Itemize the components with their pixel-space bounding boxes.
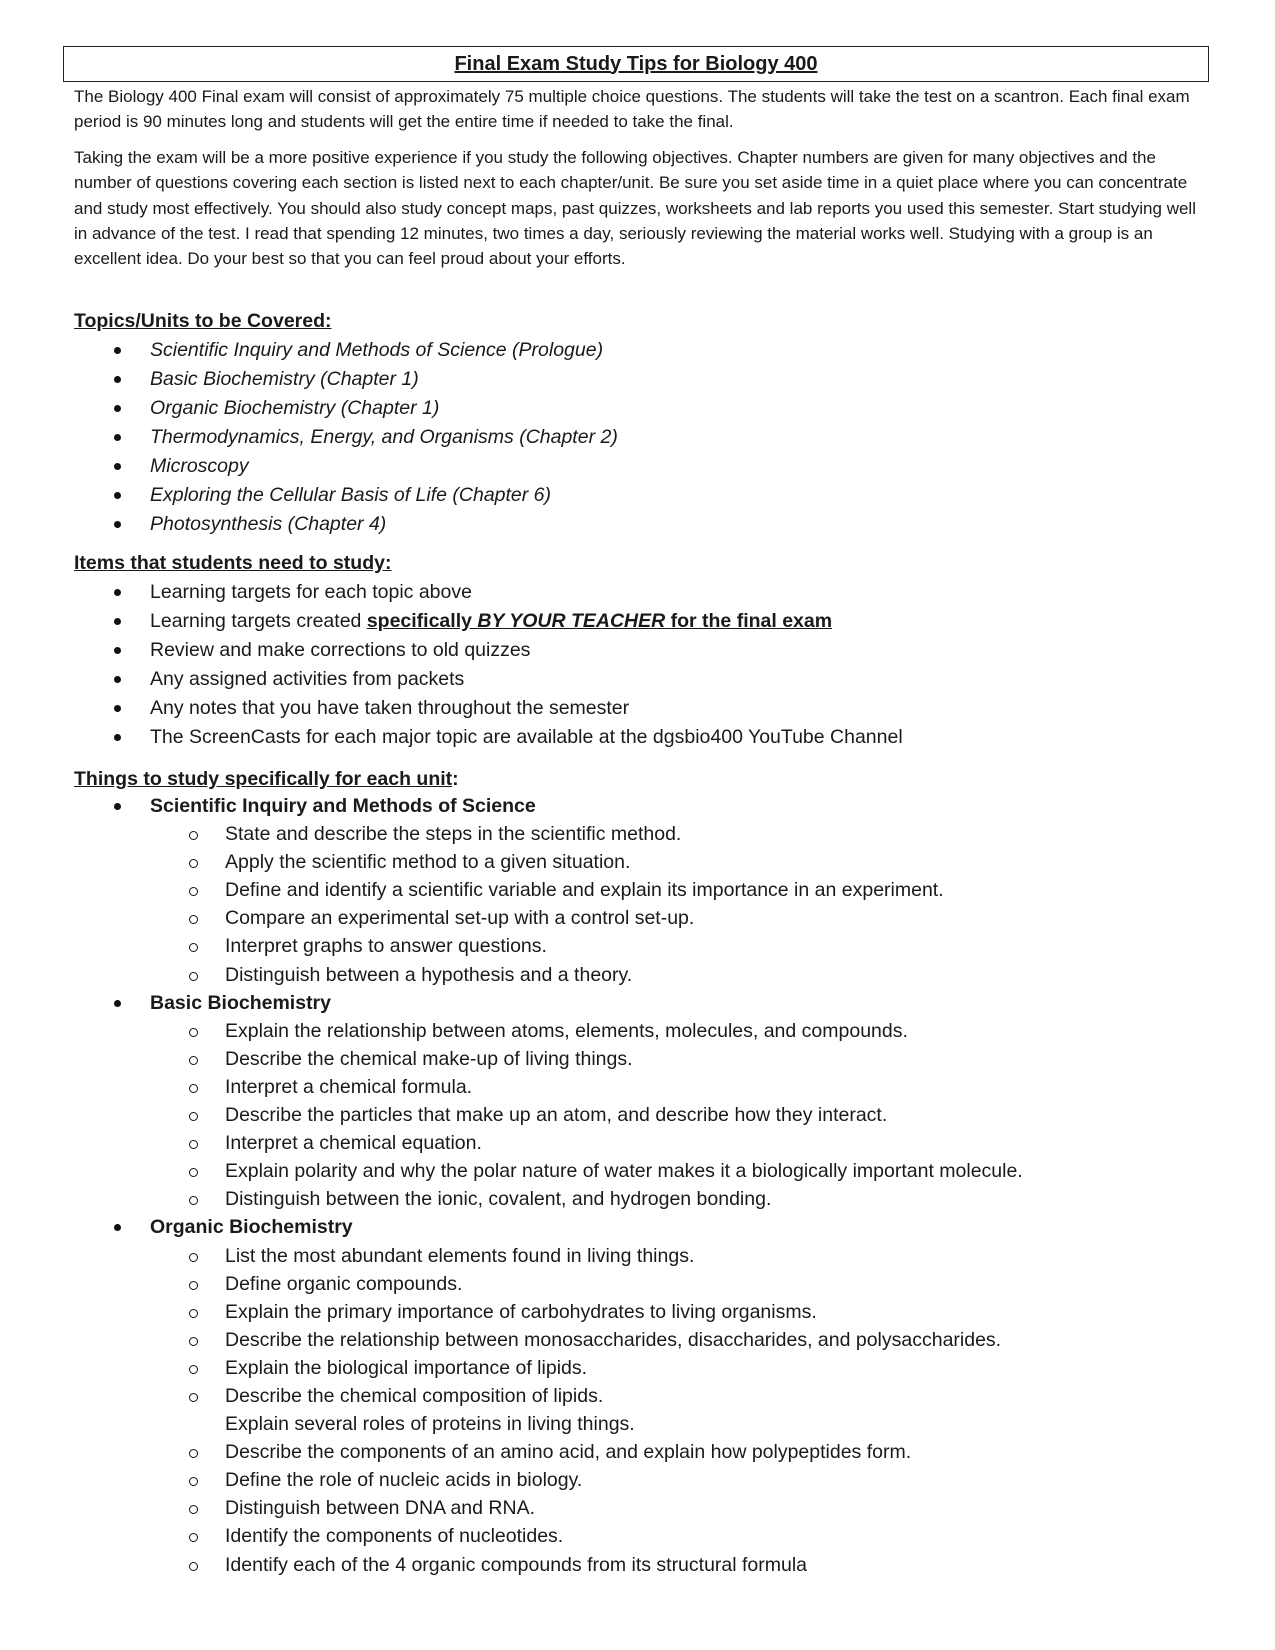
bullet-icon — [114, 492, 121, 499]
units-heading-colon: : — [452, 768, 459, 790]
objective-label: Interpret a chemical formula. — [225, 1075, 473, 1098]
emphasis-specifically: specifically — [366, 610, 478, 632]
objective-label: Describe the relationship between monosaccharides, disaccharides, and polysaccharides. — [225, 1328, 1002, 1351]
page-title: Final Exam Study Tips for Biology 400 — [454, 52, 818, 75]
circle-bullet-icon — [189, 1084, 198, 1093]
study-item-label: Any notes that you have taken throughout the semester — [150, 697, 630, 719]
topic-label: Exploring the Cellular Basis of Life (Chapter 6) — [150, 484, 552, 506]
bullet-icon — [114, 376, 121, 383]
objective-label: Explain several roles of proteins in living things. — [225, 1413, 635, 1436]
study-item-label: Review and make corrections to old quizzes — [150, 639, 531, 661]
objective-label: Distinguish between the ionic, covalent, and hydrogen bonding. — [225, 1188, 772, 1211]
circle-bullet-icon — [189, 1196, 198, 1205]
topic-label: Photosynthesis (Chapter 4) — [150, 513, 387, 535]
objective-label: Apply the scientific method to a given situation. — [225, 851, 631, 874]
circle-bullet-icon — [189, 1505, 198, 1514]
topic-label: Basic Biochemistry (Chapter 1) — [150, 368, 419, 390]
circle-bullet-icon — [189, 887, 198, 896]
bullet-icon — [114, 589, 121, 596]
unit-title: Scientific Inquiry and Methods of Science — [150, 795, 536, 817]
bullet-icon — [114, 734, 121, 741]
topic-label: Scientific Inquiry and Methods of Science (Prologue) — [150, 339, 604, 361]
units-heading-text: Things to study specifically for each unit — [74, 768, 453, 790]
study-item-label — [150, 607, 832, 636]
circle-bullet-icon — [189, 1140, 198, 1149]
circle-bullet-icon — [189, 1562, 198, 1571]
study-item-label: The ScreenCasts for each major topic are available at the dgsbio400 YouTube Channel — [150, 726, 903, 748]
intro-paragraph-2: Taking the exam will be a more positive experience if you study the following objectives. Chapter numbers are given for many objectives and the number of questions covering each section is listed next to each chapter/unit. Be sure you set aside time in a quiet place where you can concentrate and study most effectively. You should also study concept maps, past quizzes, worksheets and lab reports you used this semester. Start studying well in advance of the test. I read that spending 12 minutes, two times a day, seriously reviewing the material works well. Studying with a group is an excellent idea. Do your best so that you can feel proud about your efforts. — [74, 148, 1196, 269]
units-heading — [74, 765, 459, 793]
circle-bullet-icon — [189, 1337, 198, 1346]
objective-label: Explain the relationship between atoms, elements, molecules, and compounds. — [225, 1019, 908, 1042]
circle-bullet-icon — [189, 972, 198, 981]
emphasis-by-your-teacher: BY YOUR TEACHER — [477, 610, 666, 632]
topic-label: Thermodynamics, Energy, and Organisms (Chapter 2) — [150, 426, 618, 448]
circle-bullet-icon — [189, 859, 198, 868]
bullet-icon — [114, 647, 121, 654]
objective-label: Define and identify a scientific variable and explain its importance in an experiment. — [225, 879, 944, 902]
study-item-label: Any assigned activities from packets — [150, 668, 465, 690]
bullet-icon — [114, 347, 121, 354]
objective-label: Describe the particles that make up an atom, and describe how they interact. — [225, 1104, 888, 1127]
objective-label: Explain polarity and why the polar nature of water makes it a biologically important molecule. — [225, 1160, 1023, 1183]
objective-label: Explain the primary importance of carbohydrates to living organisms. — [225, 1300, 817, 1323]
topic-label: Organic Biochemistry (Chapter 1) — [150, 397, 440, 419]
bullet-icon — [114, 1224, 121, 1231]
circle-bullet-icon — [189, 1449, 198, 1458]
objective-label: Distinguish between a hypothesis and a theory. — [225, 963, 633, 986]
title-box — [63, 46, 1209, 82]
study-item-label: Learning targets for each topic above — [150, 581, 472, 603]
circle-bullet-icon — [189, 1168, 198, 1177]
bullet-icon — [114, 618, 121, 625]
circle-bullet-icon — [189, 1477, 198, 1486]
bullet-icon — [114, 521, 121, 528]
topics-heading: Topics/Units to be Covered: — [74, 310, 332, 332]
objective-label: Describe the chemical composition of lipids. — [225, 1384, 604, 1407]
circle-bullet-icon — [189, 1028, 198, 1037]
bullet-icon — [114, 463, 121, 470]
bullet-icon — [114, 705, 121, 712]
objective-label: Define the role of nucleic acids in biology. — [225, 1469, 583, 1492]
study-items-heading: Items that students need to study: — [74, 552, 392, 574]
objective-label: Compare an experimental set-up with a control set-up. — [225, 907, 695, 930]
objective-label: Identify each of the 4 organic compounds from its structural formula — [225, 1553, 808, 1576]
emphasis-final-exam: for the final exam — [665, 610, 833, 632]
circle-bullet-icon — [189, 943, 198, 952]
objective-label: Interpret graphs to answer questions. — [225, 935, 547, 958]
bullet-icon — [114, 405, 121, 412]
bullet-icon — [114, 676, 121, 683]
objective-label: Identify the components of nucleotides. — [225, 1525, 564, 1548]
circle-bullet-icon — [189, 1365, 198, 1374]
bullet-icon — [114, 434, 121, 441]
objective-label: Describe the chemical make-up of living things. — [225, 1047, 633, 1070]
circle-bullet-icon — [189, 1533, 198, 1542]
circle-bullet-icon — [189, 1112, 198, 1121]
study-item-prefix: Learning targets created — [150, 610, 367, 632]
intro-paragraph-1: The Biology 400 Final exam will consist of approximately 75 multiple choice questions. The students will take the test on a scantron. Each final exam period is 90 minutes long and students will get the entire time if needed to take the final. — [74, 87, 1190, 132]
objective-label: Define organic compounds. — [225, 1272, 463, 1295]
unit-title: Organic Biochemistry — [150, 1216, 353, 1239]
objective-label: Explain the biological importance of lipids. — [225, 1356, 588, 1379]
circle-bullet-icon — [189, 1309, 198, 1318]
topic-label: Microscopy — [150, 455, 249, 477]
circle-bullet-icon — [189, 915, 198, 924]
objective-label: State and describe the steps in the scientific method. — [225, 823, 682, 846]
objective-label: Describe the components of an amino acid, and explain how polypeptides form. — [225, 1441, 912, 1464]
objective-label: List the most abundant elements found in living things. — [225, 1244, 695, 1267]
objective-label: Interpret a chemical equation. — [225, 1132, 482, 1155]
circle-bullet-icon — [189, 831, 198, 840]
bullet-icon — [114, 803, 121, 810]
objective-label: Distinguish between DNA and RNA. — [225, 1497, 535, 1520]
circle-bullet-icon — [189, 1253, 198, 1262]
bullet-icon — [114, 1000, 121, 1007]
circle-bullet-icon — [189, 1393, 198, 1402]
unit-title: Basic Biochemistry — [150, 991, 331, 1014]
circle-bullet-icon — [189, 1281, 198, 1290]
circle-bullet-icon — [189, 1056, 198, 1065]
